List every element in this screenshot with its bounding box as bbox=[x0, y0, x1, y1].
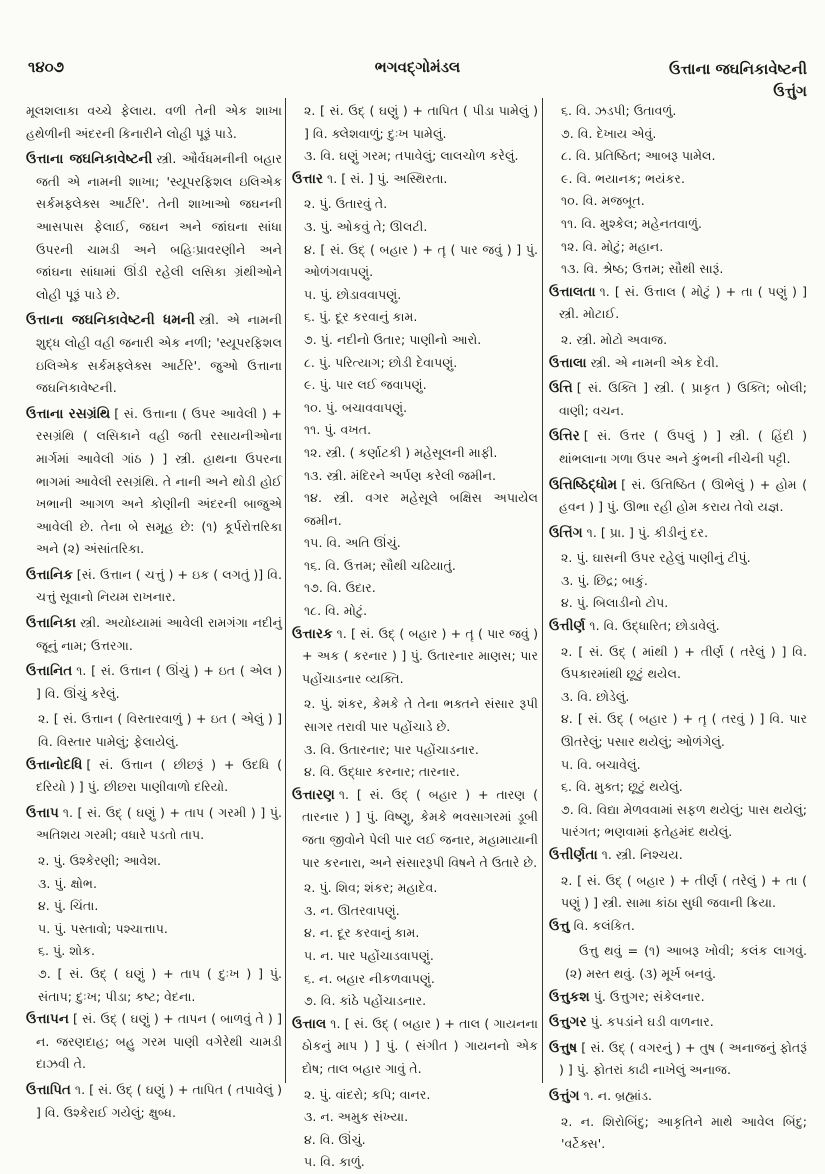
entry-sense bbox=[292, 693, 538, 738]
definition-text: ૨. [ સં. ઉદ્ ( ઘણું ) + તાપિત ( પીડા પામેલું ) ] વિ. ક્લેશવાળું; દુઃખ પામેલું. bbox=[304, 103, 538, 141]
definition-text: ૧. સ્ત્રી. નિશ્ચય. bbox=[601, 847, 683, 862]
headword: ઉત્તાનિત bbox=[26, 663, 73, 680]
entry-sense bbox=[549, 754, 807, 777]
headword: ઉત્તારક bbox=[292, 625, 333, 642]
entry-sense bbox=[292, 1106, 538, 1129]
headword: ઉત્તુગર bbox=[549, 1014, 587, 1031]
dictionary-entry bbox=[549, 522, 807, 545]
definition-text: ૮. પું. પરિત્યાગ; છોડી દેવાપણું. bbox=[304, 354, 458, 370]
definition-text: ૬. વિ. મુક્ત; છૂટું થયેલું. bbox=[561, 779, 683, 795]
definition-text: ૩. પું. ક્ષોભ. bbox=[38, 875, 97, 891]
dictionary-entry bbox=[549, 474, 807, 519]
dictionary-entry bbox=[26, 1008, 282, 1076]
dictionary-entry bbox=[26, 1079, 282, 1124]
headword: ઉત્તીર્ણતા bbox=[549, 847, 598, 863]
page-number: ૧૪૦૭ bbox=[28, 58, 65, 76]
definition-text: ૮. વિ. પ્રતિષ્ઠિત; આબરૂ પામેલ. bbox=[561, 148, 716, 164]
dictionary-entry bbox=[549, 915, 807, 938]
guide-word-first: ઉત્તાના જઘનિકાવેષ્ટની bbox=[668, 60, 807, 78]
headword: ઉત્તાર bbox=[292, 170, 324, 187]
definition-text: સ્ત્રી. એ નામની શુદ્ધ લોહી વહી જનારી એક નળી; 'સ્યૂપરફિશલ ઇલિએક સર્કમફ્લેક્સ આર્ટરિ'. જુઓ ઉત્તાના જઘનિકાવેષ્ટની. bbox=[36, 312, 282, 396]
entry-sense bbox=[549, 213, 807, 236]
entry-sense bbox=[549, 870, 807, 915]
definition-text: ૫. પું. છોડાવવાપણું. bbox=[304, 286, 402, 302]
definition-text: ૭. પું. નદીનો ઉતાર; પાણીનો આરો. bbox=[304, 331, 482, 347]
definition-text: ઉત્તુ થવું = (૧) આબરૂ ખોવી; કલંક લાગવું. (૨) મસ્ત થવું. (૩) મૂર્ખ બનવું. bbox=[565, 943, 807, 981]
dictionary-entry bbox=[292, 168, 538, 191]
entry-sense bbox=[292, 739, 538, 762]
entry-sense bbox=[292, 1151, 538, 1174]
definition-text: [ સં. ઉત્તિષ્ઠિત ( ઊભેલું ) + હોમ ( હવન ) ] પું. ઊભા રહી હોમ કરાય તેવો યજ્ઞ. bbox=[559, 476, 807, 515]
definition-text: ૧. [ પ્રા. ] પું. કીડીનું દર. bbox=[586, 524, 709, 540]
dictionary-entry bbox=[549, 377, 807, 422]
definition-text: ૩. વિ. ઘણું ગરમ; તપાવેલું; લાલચોળ કરેલું. bbox=[304, 148, 519, 164]
entry-sense bbox=[292, 100, 538, 145]
definition-text: ૨. [ સં. ઉત્તાન ( વિસ્તારવાળું ) + ઇત ( એલું ) ] વિ. વિસ્તાર પામેલું; ફેલાયેલું. bbox=[38, 711, 282, 750]
entry-sense bbox=[292, 990, 538, 1013]
entry-sense bbox=[292, 239, 538, 284]
definition-text: ૫. વિ. કાળું. bbox=[304, 1154, 365, 1170]
definition-text: [ સં. ઉદ્ ( ઘણું ) + તાપન ( બાળવું તે ) ] ન. જરણદાહ; બહુ ગરમ પાણી વગેરેથી ચામડી દાઝવી તે. bbox=[36, 1011, 282, 1072]
definition-text: ૧. [ સં. ઉદ્ ( બહાર ) + તાલ ( ગાયનના ઠોકનું માપ ) ] પું. ( સંગીત ) ગાયનનો એક દોષ; તાલ બહાર ગાવું તે. bbox=[302, 1015, 538, 1076]
headword: ઉત્તાલ bbox=[292, 1015, 327, 1032]
dictionary-entry bbox=[549, 615, 807, 638]
definition-text: ૬. વિ. ઝડપી; ઉતાવળું. bbox=[561, 103, 677, 118]
dictionary-entry bbox=[549, 425, 807, 470]
headword: ઉત્તિંગ bbox=[549, 524, 583, 541]
definition-text: ૭. વિ. વિદ્યા મેળવવામાં સફળ થયેલું; પાસ થયેલું; પારંગત; ભણવામાં ફતેહમંદ થયેલું. bbox=[561, 801, 807, 840]
entry-sense bbox=[549, 190, 807, 213]
definition-text: ૧. [ સં. ઉદ્ ( બહાર ) + તૄ ( પાર જવું ) + અક ( કરનાર ) ] પું. ઉતારનાર માણસ; પાર પહોંચાડનાર વ્યક્તિ. bbox=[302, 625, 538, 686]
headword: ઉત્તુંગ bbox=[549, 1087, 580, 1104]
definition-text: ૪. ન. દૂર કરવાનું કામ. bbox=[304, 925, 420, 941]
definition-text: ૧૮. વિ. મોટું. bbox=[304, 603, 368, 619]
idiom-phrase bbox=[549, 940, 807, 985]
definition-text: ૪. [ સં. ઉદ્ ( બહાર ) + તૄ ( પાર જવું ) ] પું. ઓળંગવાપણું. bbox=[304, 241, 538, 280]
entry-sense bbox=[292, 193, 538, 216]
definition-text: [ સં. ઉક્તિ ] સ્ત્રી. ( પ્રાકૃત ) ઉક્તિ; બોલી; વાણી; વચન. bbox=[559, 380, 807, 418]
definition-text: ૧. ન. બ્રહ્માંડ. bbox=[583, 1087, 653, 1103]
definition-text: ૧૦. વિ. મજબૂત. bbox=[561, 193, 645, 209]
headword: ઉત્તાપિત bbox=[26, 1081, 71, 1098]
entry-sense bbox=[549, 592, 807, 615]
definition-text: ૧. [ સં. ] પું. અસ્થિરતા. bbox=[327, 170, 448, 186]
entry-sense bbox=[26, 100, 282, 145]
definition-text: ૨. [ સં. ઉદ્ ( બહાર ) + તીર્ણ ( તરેલું ) + તા ( પણું ) ] સ્ત્રી. સામા કાંઠા સુધી જવાની ક્રિયા. bbox=[561, 872, 807, 911]
page-header bbox=[28, 58, 807, 98]
definition-text: મૂલશલાકા વચ્ચે ફેલાય. વળી તેની એક શાખા હથેળીની અંદરની કિનારીને લોહી પૂરૂં પાડે. bbox=[26, 103, 282, 141]
definition-text: ૫. પું. પસ્તાવો; પશ્ચાત્તાપ. bbox=[38, 920, 168, 936]
headword: ઉત્તાના જઘનિકાવેષ્ટની ધમની bbox=[26, 312, 195, 329]
definition-text: ૧૪. સ્ત્રી. વગર મહેસૂલે બક્ષિસ અપાયેલ જમીન. bbox=[304, 490, 538, 528]
headword: ઉત્તાપન bbox=[26, 1011, 69, 1028]
entry-sense bbox=[26, 940, 282, 963]
entry-sense bbox=[292, 922, 538, 945]
definition-text: ૪. પું. ચિંતા. bbox=[38, 898, 99, 914]
definition-text: ૭. વિ. દેખાય એવું. bbox=[561, 125, 657, 141]
entry-sense bbox=[292, 555, 538, 578]
definition-text: ૧૧. વિ. મુશ્કેલ; મહેનતવાળું. bbox=[561, 215, 703, 231]
dictionary-entry bbox=[26, 403, 282, 561]
entry-sense bbox=[549, 123, 807, 146]
headword: ઉત્તાનોદધિ bbox=[26, 756, 83, 773]
entry-sense bbox=[549, 168, 807, 191]
entry-sense bbox=[292, 284, 538, 307]
entry-sense bbox=[26, 708, 282, 753]
entry-sense bbox=[292, 145, 538, 168]
headword: ઉત્તાના જઘનિકાવેષ્ટની bbox=[26, 151, 153, 168]
headword: ઉત્તુ bbox=[549, 917, 570, 934]
dictionary-entry bbox=[26, 802, 282, 847]
definition-text: ૧૨. સ્ત્રી. ( કર્ણાટકી ) મહેસૂલની માફી. bbox=[304, 444, 498, 460]
dictionary-entry bbox=[292, 623, 538, 691]
definition-text: ૩. વિ. છોડેલું. bbox=[561, 688, 630, 704]
headword: ઉત્તુષ bbox=[549, 1039, 578, 1056]
definition-text: ૪. [ સં. ઉદ્ ( બહાર ) + તૄ ( તરવું ) ] વિ. પાર ઊતરેલું; પસાર થયેલું; ઓળંગેલું. bbox=[561, 711, 807, 750]
guide-words bbox=[669, 58, 807, 102]
headword: ઉત્તાલતા bbox=[549, 283, 596, 300]
guide-word-last: ઉત્તુંગ bbox=[773, 82, 807, 100]
headword: ઉત્તિ bbox=[549, 380, 573, 397]
dictionary-entry bbox=[292, 1013, 538, 1081]
definition-text: ૧. [ સં. ઉત્તાન ( ઊંચું ) + ઇત ( એલ ) ] વિ. ઊંચું કરેલું. bbox=[36, 663, 282, 701]
definition-text: ૩. ન. અમુક સંખ્યા. bbox=[304, 1109, 409, 1125]
definition-text: ૧૨. વિ. મોટું; મહાન. bbox=[561, 238, 664, 254]
dictionary-entry bbox=[26, 612, 282, 657]
definition-text: [સં. ઉત્તાન ( ચત્તું ) + ઇક ( લગતું )] વિ. ચત્તું સૂવાનો નિયમ રાખનાર. bbox=[36, 566, 282, 605]
definition-text: સ્ત્રી. અયોધ્યામાં આવેલી રામગંગા નદીનું જૂનું નામ; ઉત્તરગા. bbox=[36, 615, 282, 653]
entry-sense bbox=[292, 329, 538, 352]
entry-sense bbox=[292, 487, 538, 532]
dictionary-entry bbox=[549, 1011, 807, 1034]
definition-text: ૧. [ સં. ઉદ્ ( બહાર ) + તારણ ( તારનાર ) ] પું. વિષ્ણુ, કેમકે ભવસાગરમાં ડૂબી જતા જીવોને પેલી પાર લઈ જનાર, મહામાયાની પાર કરનારા, અને સંસારરૂપી વિષને તે ઉતારે છે. bbox=[302, 786, 538, 870]
definition-text: ૧૫. વિ. અતિ ઊંચું. bbox=[304, 535, 401, 551]
entry-sense bbox=[549, 799, 807, 844]
dictionary-entry bbox=[292, 784, 538, 874]
definition-text: ૪. વિ. ઊંચું. bbox=[304, 1131, 366, 1147]
headword: ઉત્તાનિક bbox=[26, 566, 73, 583]
definition-text: ૫. ન. પાર પહોંચાડવાપણું. bbox=[304, 947, 434, 963]
entry-sense bbox=[26, 918, 282, 941]
entry-sense bbox=[549, 236, 807, 259]
definition-text: ૩. ન. ઊતરવાપણું. bbox=[304, 902, 400, 918]
entry-sense bbox=[549, 100, 807, 123]
definition-text: પું. ઉત્તુગર; સંકેલનાર. bbox=[593, 988, 705, 1004]
definition-text: ૧૬. વિ. ઉત્તમ; સૌથી ચઢિયાતું. bbox=[304, 557, 456, 573]
column-1 bbox=[26, 100, 282, 1127]
entry-sense bbox=[26, 850, 282, 873]
headword: ઉત્તારણ bbox=[292, 786, 335, 803]
definition-text: ૧. [ સં. ઉદ્ ( ઘણું ) + તાપિત ( તપાવેલું ) ] વિ. ઉશ્કેરાઈ ગયેલું; ક્ષુબ્ધ. bbox=[36, 1081, 282, 1120]
entry-sense bbox=[292, 374, 538, 397]
dictionary-entry bbox=[26, 564, 282, 609]
column-2 bbox=[292, 100, 538, 1174]
entry-sense bbox=[549, 329, 807, 352]
definition-text: ૧. [ સં. ઉત્તાલ ( મોટું ) + તા ( પણું ) ] સ્ત્રી. મોટાઈ. bbox=[559, 283, 807, 322]
entry-sense bbox=[292, 761, 538, 784]
entry-sense bbox=[292, 419, 538, 442]
headword: ઉત્તિર bbox=[549, 428, 580, 445]
dictionary-entry bbox=[26, 148, 282, 306]
entry-sense bbox=[549, 708, 807, 753]
definition-text: ૬. પું. દૂર કરવાનું કામ. bbox=[304, 309, 418, 325]
definition-text: ૧૩. વિ. શ્રેષ્ઠ; ઉત્તમ; સૌથી સારૂં. bbox=[561, 261, 724, 277]
definition-text: ૭. [ સં. ઉદ્ ( ઘણું ) + તાપ ( દુઃખ ) ] પું. સંતાપ; દુઃખ; પીડા; કષ્ટ; વેદના. bbox=[38, 965, 282, 1004]
definition-text: ૧૧. પું. વખત. bbox=[304, 422, 372, 438]
entry-sense bbox=[292, 1084, 538, 1107]
entry-sense bbox=[292, 442, 538, 465]
book-title: ભગવદ્ગોમંડલ bbox=[374, 58, 461, 76]
definition-text: ૨. પું. વાંદરો; કપિ; વાનર. bbox=[304, 1086, 431, 1102]
definition-text: ૧૦. પું. બચાવવાપણું. bbox=[304, 399, 408, 415]
definition-text: ૧૩. સ્ત્રી. મંદિરને અર્પણ કરેલી જમીન. bbox=[304, 467, 497, 483]
entry-sense bbox=[549, 258, 807, 281]
entry-sense bbox=[26, 963, 282, 1008]
entry-sense bbox=[292, 352, 538, 375]
column-divider bbox=[285, 98, 286, 1083]
entry-sense bbox=[292, 465, 538, 488]
definition-text: સ્ત્રી. ઔર્વધમનીની બહાર જતી એ નામની શાખા; 'સ્યૂપરફિશલ ઇલિએક સર્કમફ્લેક્સ આર્ટરિ'. તેની શાખાઓ જઘનની આસપાસ ફેલાઈ, જઘન અને જાંઘના સાંધા ઉપરની ચામડી અને બહિઃપ્રાવરણીને અને જાંઘના સાંધામાં ઊંડી રહેલી લસિકા ગ્રંથીઓને લોહી પૂરૂં પાડે છે. bbox=[36, 151, 282, 302]
definition-text: [ સં. ઉત્તાન ( છીછરૂં ) + ઉદધિ ( દરિયો ) ] પું. છીછરા પાણીવાળો દરિયો. bbox=[36, 756, 282, 795]
headword: ઉત્તાપ bbox=[26, 804, 59, 821]
dictionary-entry bbox=[26, 309, 282, 399]
entry-sense bbox=[292, 397, 538, 420]
entry-sense bbox=[292, 306, 538, 329]
definition-text: ૯. પું. પાર લઈ જવાપણું. bbox=[304, 377, 427, 393]
definition-text: ૨. ન. શિરોબિંદુ; આકૃતિને માથે આવેલ બિંદુ; 'વર્ટેક્સ'. bbox=[561, 1113, 807, 1152]
entry-sense bbox=[549, 686, 807, 709]
entry-sense bbox=[292, 945, 538, 968]
headword: ઉત્તિષ્ઠિદ્ધોમ bbox=[549, 476, 618, 493]
entry-sense bbox=[292, 600, 538, 623]
entry-sense bbox=[549, 570, 807, 593]
entry-sense bbox=[26, 873, 282, 896]
definition-text: ૫. વિ. બચાવેલું. bbox=[561, 756, 641, 772]
definition-text: ૬. ન. બહાર નીકળવાપણું. bbox=[304, 970, 435, 986]
definition-text: પું. કપડાંને ઘડી વાળનાર. bbox=[590, 1014, 714, 1030]
definition-text: ૪. પું. બિલાડીનો ટોપ. bbox=[561, 595, 669, 611]
entry-sense bbox=[292, 1129, 538, 1152]
definition-text: ૨. પું. ઘાસની ઉપર રહેલું પાણીનું ટીપું. bbox=[561, 550, 751, 566]
entry-sense bbox=[292, 532, 538, 555]
headword: ઉત્તાલા bbox=[549, 354, 587, 371]
definition-text: સ્ત્રી. એ નામની એક દેવી. bbox=[590, 354, 719, 370]
definition-text: ૧૭. વિ. ઉદાર. bbox=[304, 580, 376, 596]
definition-text: ૯. વિ. ભયાનક; ભયંકર. bbox=[561, 170, 685, 186]
dictionary-entry bbox=[26, 660, 282, 705]
definition-text: ૨. પું. શંકર, કેમકે તે તેના ભક્તને સંસાર રૂપી સાગર તરાવી પાર પહોંચાડે છે. bbox=[304, 696, 538, 735]
definition-text: ૨. પું. ઉશ્કેરણી; આવેશ. bbox=[38, 853, 162, 868]
definition-text: ૨. સ્ત્રી. મોટો અવાજ. bbox=[561, 331, 668, 347]
definition-text: [ સં. ઉત્તાના ( ઉપર આવેલી ) + રસગ્રંથિ ( લસિકાને વહી જતી રસાયનીઓના માર્ગમાં આવેલી ગાંઠ ) ] સ્ત્રી. હાથના ઉપરના ભાગમાં આવેલી રસગ્રંથિ. તે નાની અને થોડી હોઈ ખભાની આગળ અને કોણીની અંદરની બાજુએ આવેલી છે. તેના બે સમૂહ છે: (૧) કૂર્પરોત્તરિકા અને (૨) અંસાંતરિકા. bbox=[36, 405, 282, 557]
column-divider bbox=[542, 98, 543, 1083]
entry-sense bbox=[549, 776, 807, 799]
headword: ઉત્તાના રસગ્રંથિ bbox=[26, 405, 111, 422]
entry-sense bbox=[549, 1111, 807, 1156]
dictionary-entry bbox=[549, 986, 807, 1009]
dictionary-entry bbox=[26, 754, 282, 799]
dictionary-entry bbox=[549, 1037, 807, 1082]
entry-sense bbox=[292, 968, 538, 991]
dictionary-entry bbox=[549, 281, 807, 326]
entry-sense bbox=[292, 577, 538, 600]
definition-text: ૨. પું. શિવ; શંકર; મહાદેવ. bbox=[304, 880, 438, 896]
column-3 bbox=[549, 100, 807, 1156]
headword: ઉત્તુકશ bbox=[549, 988, 590, 1005]
definition-text: ૨. [ સં. ઉદ્ ( માંથી ) + તીર્ણ ( તરેલું ) ] વિ. ઉપકારમાંથી છૂટું થયેલ. bbox=[561, 643, 807, 682]
dictionary-entry bbox=[549, 1085, 807, 1108]
headword: ઉત્તાનિકા bbox=[26, 615, 77, 632]
definition-text: ૨. પું. ઉતારવું તે. bbox=[304, 196, 388, 212]
definition-text: ૪. વિ. ઉદ્ધાર કરનાર; તારનાર. bbox=[304, 764, 460, 780]
definition-text: ૩. વિ. ઉતારનાર; પાર પહોંચાડનાર. bbox=[304, 741, 479, 757]
definition-text: ૬. પું. શોક. bbox=[38, 943, 95, 959]
entry-sense bbox=[292, 900, 538, 923]
dictionary-entry bbox=[549, 844, 807, 867]
headword: ઉત્તીર્ણ bbox=[549, 618, 586, 635]
definition-text: વિ. કલંકિત. bbox=[573, 917, 635, 933]
entry-sense bbox=[292, 216, 538, 239]
entry-sense bbox=[292, 877, 538, 900]
definition-text: ૧. [ સં. ઉદ્ ( ઘણું ) + તાપ ( ગરમી ) ] પું. અતિશય ગરમી; વધારે પડતો તાપ. bbox=[36, 804, 282, 843]
definition-text: ૭. વિ. કાંઠે પહોંચાડનાર. bbox=[304, 993, 427, 1009]
entry-sense bbox=[549, 641, 807, 686]
definition-text: ૧. વિ. ઉદ્ધારિત; છોડાવેલું. bbox=[589, 618, 720, 634]
entry-sense bbox=[549, 145, 807, 168]
definition-text: [ સં. ઉત્તર ( ઉપલું ) ] સ્ત્રી. ( હિંદી ) થાંભલાના ગળા ઉપર અને કુંભની નીચેની પટ્ટી. bbox=[559, 428, 807, 466]
dictionary-entry bbox=[549, 352, 807, 375]
entry-sense bbox=[549, 547, 807, 570]
definition-text: ૩. પું. ઓકવું તે; ઊલટી. bbox=[304, 218, 428, 234]
definition-text: [ સં. ઉદ્ ( વગરનું ) + તુષ ( અનાજનું ફોતરૂં ) ] પું. ફોતરાં કાઢી નાખેલું અનાજ. bbox=[559, 1039, 807, 1078]
definition-text: ૩. પું. છિદ્ર; બાકું. bbox=[561, 572, 648, 588]
entry-sense bbox=[26, 895, 282, 918]
